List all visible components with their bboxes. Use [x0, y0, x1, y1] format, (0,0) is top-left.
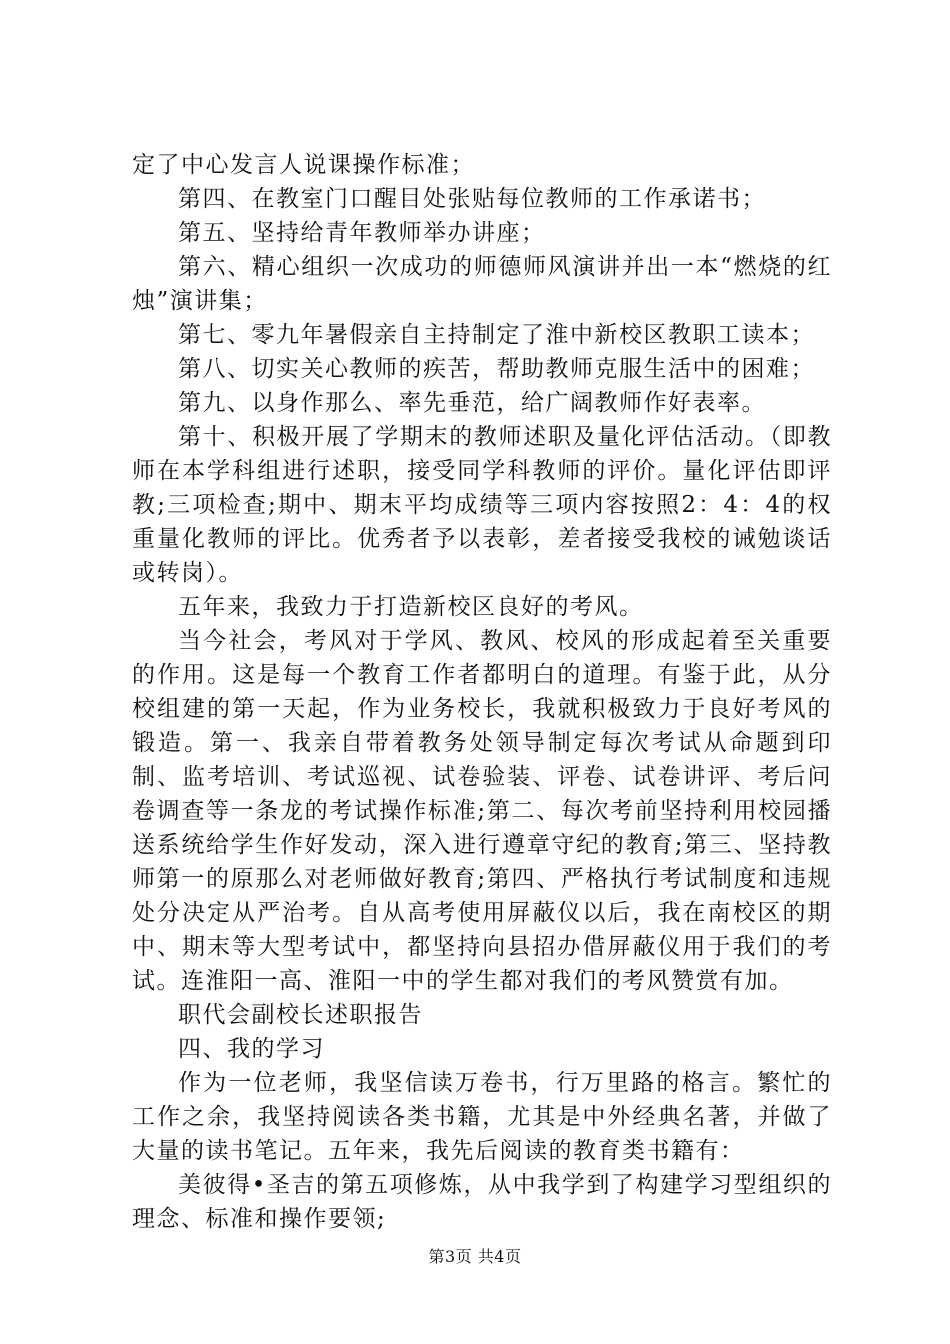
paragraph-12: 四、我的学习 — [178, 1036, 325, 1062]
paragraph-3: 第五、坚持给青年教师举办讲座； — [178, 220, 546, 246]
paragraph-13: 作为一位老师，我坚信读万卷书，行万里路的格言。繁忙的工作之余，我坚持阅读各类书籍，尤其是中外经典名著，并做了大量的读书笔记。五年来，我先后阅读的教育类书籍有： — [132, 1070, 832, 1164]
paragraph-6: 第八、切实关心教师的疾苦，帮助教师克服生活中的困难； — [178, 356, 815, 382]
paragraph-4: 第六、精心组织一次成功的师德师风演讲并出一本“燃烧的红烛”演讲集； — [132, 254, 832, 314]
paragraph-5: 第七、零九年暑假亲自主持制定了淮中新校区教职工读本； — [178, 322, 815, 348]
document-body — [132, 148, 832, 1236]
paragraph-8: 第十、积极开展了学期末的教师述职及量化评估活动。（即教师在本学科组进行述职，接受同学科教师的评价。量化评估即评教;三项检查;期中、期末平均成绩等三项内容按照2：4：4的权重量化教师的评比。优秀者予以表彰，差者接受我校的诫勉谈话或转岗）。 — [132, 424, 832, 586]
page-footer: 第3页 共4页 — [428, 1247, 522, 1266]
paragraph-10: 当今社会，考风对于学风、教风、校风的形成起着至关重要的作用。这是每一个教育工作者都明白的道理。有鉴于此，从分校组建的第一天起，作为业务校长，我就积极致力于良好考风的锻造。第一、我亲自带着教务处领导制定每次考试从命题到印制、监考培训、考试巡视、试卷验装、评卷、试卷讲评、考后问卷调查等一条龙的考试操作标准;第二、每次考前坚持利用校园播送系统给学生作好发动，深入进行遵章守纪的教育;第三、坚持教师第一的原那么对老师做好教育;第四、严格执行考试制度和违规处分决定从严治考。自从高考使用屏蔽仪以后，我在南校区的期中、期末等大型考试中，都坚持向县招办借屏蔽仪用于我们的考试。连淮阳一高、淮阳一中的学生都对我们的考风赞赏有加。 — [132, 628, 832, 994]
paragraph-2: 第四、在教室门口醒目处张贴每位教师的工作承诺书； — [178, 186, 766, 212]
paragraph-11: 职代会副校长述职报告 — [178, 1002, 423, 1028]
paragraph-7: 第九、以身作那么、率先垂范，给广阔教师作好表率。 — [178, 390, 766, 416]
paragraph-9: 五年来，我致力于打造新校区良好的考风。 — [178, 594, 644, 620]
paragraph-1: 定了中心发言人说课操作标准； — [132, 152, 475, 178]
paragraph-14: 美彼得•圣吉的第五项修炼，从中我学到了构建学习型组织的理念、标准和操作要领; — [132, 1172, 832, 1232]
